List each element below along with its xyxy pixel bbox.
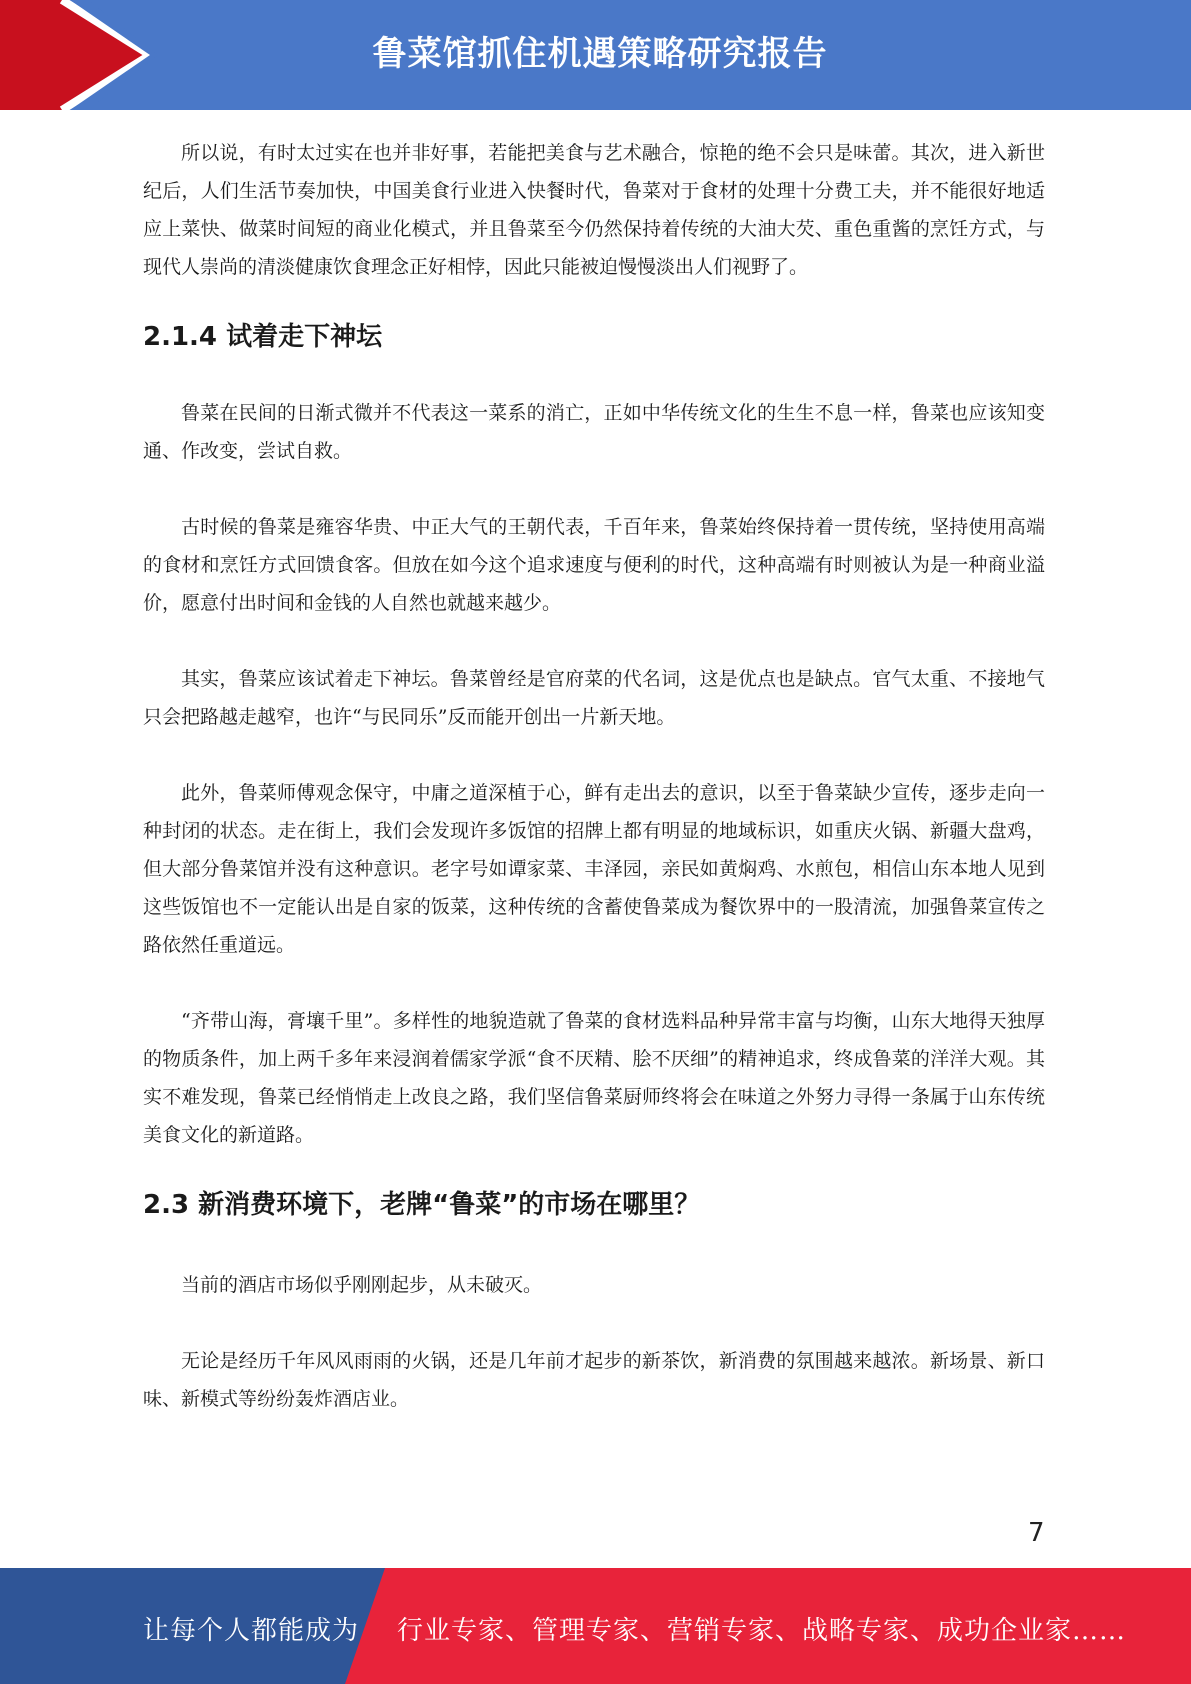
paragraph: 其实，鲁菜应该试着走下神坛。鲁菜曾经是官府菜的代名词，这是优点也是缺点。官气太重、不接地气只会把路越走越窄，也许“与民同乐”反而能开创出一片新天地。 bbox=[143, 668, 1045, 728]
paragraph: 鲁菜在民间的日渐式微并不代表这一菜系的消亡，正如中华传统文化的生生不息一样，鲁菜也应该知变通、作改变，尝试自救。 bbox=[143, 402, 1045, 462]
main-content bbox=[143, 134, 1045, 1418]
page-header bbox=[0, 0, 1191, 110]
paragraph: 所以说，有时太过实在也并非好事，若能把美食与艺术融合，惊艳的绝不会只是味蕾。其次，进入新世纪后，人们生活节奏加快，中国美食行业进入快餐时代，鲁菜对于食材的处理十分费工夫，并不能很好地适应上菜快、做菜时间短的商业化模式，并且鲁菜至今仍然保持着传统的大油大芡、重色重酱的烹饪方式，与现代人崇尚的清淡健康饮食理念正好相悖，因此只能被迫慢慢淡出人们视野了。 bbox=[143, 142, 1045, 278]
section-heading-2-3: 2.3 新消费环境下，老牌“鲁菜”的市场在哪里？ bbox=[143, 1190, 701, 1220]
section-heading-2-1-4: 2.1.4 试着走下神坛 bbox=[143, 322, 383, 352]
paragraph: 无论是经历千年风风雨雨的火锅，还是几年前才起步的新茶饮，新消费的氛围越来越浓。新场景、新口味、新模式等纷纷轰炸酒店业。 bbox=[143, 1350, 1045, 1410]
footer-slogan-right: 行业专家、管理专家、营销专家、战略专家、成功企业家…… bbox=[397, 1616, 1127, 1646]
paragraph: 古时候的鲁菜是雍容华贵、中正大气的王朝代表，千百年来，鲁菜始终保持着一贯传统，坚持使用高端的食材和烹饪方式回馈食客。但放在如今这个追求速度与便利的时代，这种高端有时则被认为是一种商业溢价，愿意付出时间和金钱的人自然也就越来越少。 bbox=[143, 516, 1045, 614]
footer-slogan-left: 让每个人都能成为 bbox=[143, 1616, 360, 1646]
paragraph: 当前的酒店市场似乎刚刚起步，从未破灭。 bbox=[181, 1274, 543, 1296]
page-footer bbox=[0, 1568, 1191, 1684]
page-number: 7 bbox=[1028, 1518, 1045, 1548]
report-title: 鲁菜馆抓住机遇策略研究报告 bbox=[372, 34, 828, 74]
paragraph: 此外，鲁菜师傅观念保守，中庸之道深植于心，鲜有走出去的意识，以至于鲁菜缺少宣传，逐步走向一种封闭的状态。走在街上，我们会发现许多饭馆的招牌上都有明显的地域标识，如重庆火锅、新疆大盘鸡，但大部分鲁菜馆并没有这种意识。老字号如谭家菜、丰泽园，亲民如黄焖鸡、水煎包，相信山东本地人见到这些饭馆也不一定能认出是自家的饭菜，这种传统的含蓄使鲁菜成为餐饮界中的一股清流，加强鲁菜宣传之路依然任重道远。 bbox=[143, 782, 1045, 956]
chevron-arrow-icon bbox=[0, 0, 160, 110]
paragraph: “齐带山海，膏壤千里”。多样性的地貌造就了鲁菜的食材选料品种异常丰富与均衡，山东大地得天独厚的物质条件，加上两千多年来浸润着儒家学派“食不厌精、脍不厌细”的精神追求，终成鲁菜的洋洋大观。其实不难发现，鲁菜已经悄悄走上改良之路，我们坚信鲁菜厨师终将会在味道之外努力寻得一条属于山东传统美食文化的新道路。 bbox=[143, 1010, 1045, 1146]
